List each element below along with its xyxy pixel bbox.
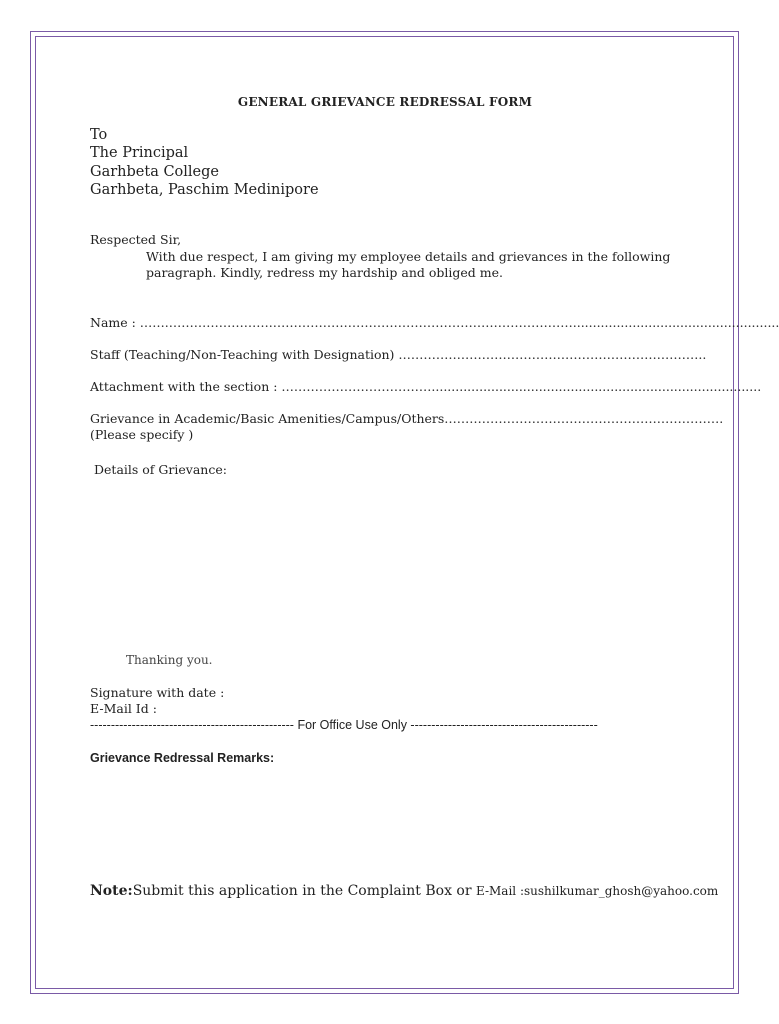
intro-line-2: paragraph. Kindly, redress my hardship and obliged me. — [146, 265, 504, 280]
remarks-label: Grievance Redressal Remarks: — [90, 751, 275, 765]
address-line-3: Garhbeta, Paschim Medinipore — [90, 182, 319, 198]
address-line-2: Garhbeta College — [90, 164, 219, 180]
signature-label: Signature with date : — [90, 685, 225, 700]
address-to: To — [90, 127, 108, 143]
details-of-grievance-label: Details of Grievance: — [94, 462, 227, 477]
form-title: GENERAL GRIEVANCE REDRESSAL FORM — [237, 95, 533, 109]
please-specify-label: (Please specify ) — [90, 427, 194, 442]
note-text: Submit this application in the Complaint Box or — [132, 883, 476, 899]
note-email-link[interactable]: sushilkumar_ghosh@yahoo.com — [524, 884, 719, 898]
staff-field[interactable]: Staff (Teaching/Non-Teaching with Designation) ……………………………………………………………….. — [90, 347, 707, 362]
office-use-divider: ------------------------------------------------- For Office Use Only --------------------------------------------- — [90, 718, 598, 732]
grievance-type-field[interactable]: Grievance in Academic/Basic Amenities/Campus/Others…………………………………………………………. — [90, 411, 724, 426]
email-id-label: E-Mail Id : — [90, 701, 157, 716]
note-line — [90, 883, 718, 899]
note-email-prefix: E-Mail : — [475, 884, 524, 898]
note-label: Note: — [90, 883, 133, 899]
salutation: Respected Sir, — [90, 232, 182, 247]
attachment-field[interactable]: Attachment with the section : ………………………………................................................................................... — [90, 379, 762, 394]
address-line-1: The Principal — [90, 145, 189, 161]
thanking-text: Thanking you. — [126, 653, 213, 667]
name-field[interactable]: Name : …….…………………….……………………………………………………………….................................................... — [90, 315, 779, 330]
intro-line-1: With due respect, I am giving my employee details and grievances in the following — [146, 249, 671, 264]
